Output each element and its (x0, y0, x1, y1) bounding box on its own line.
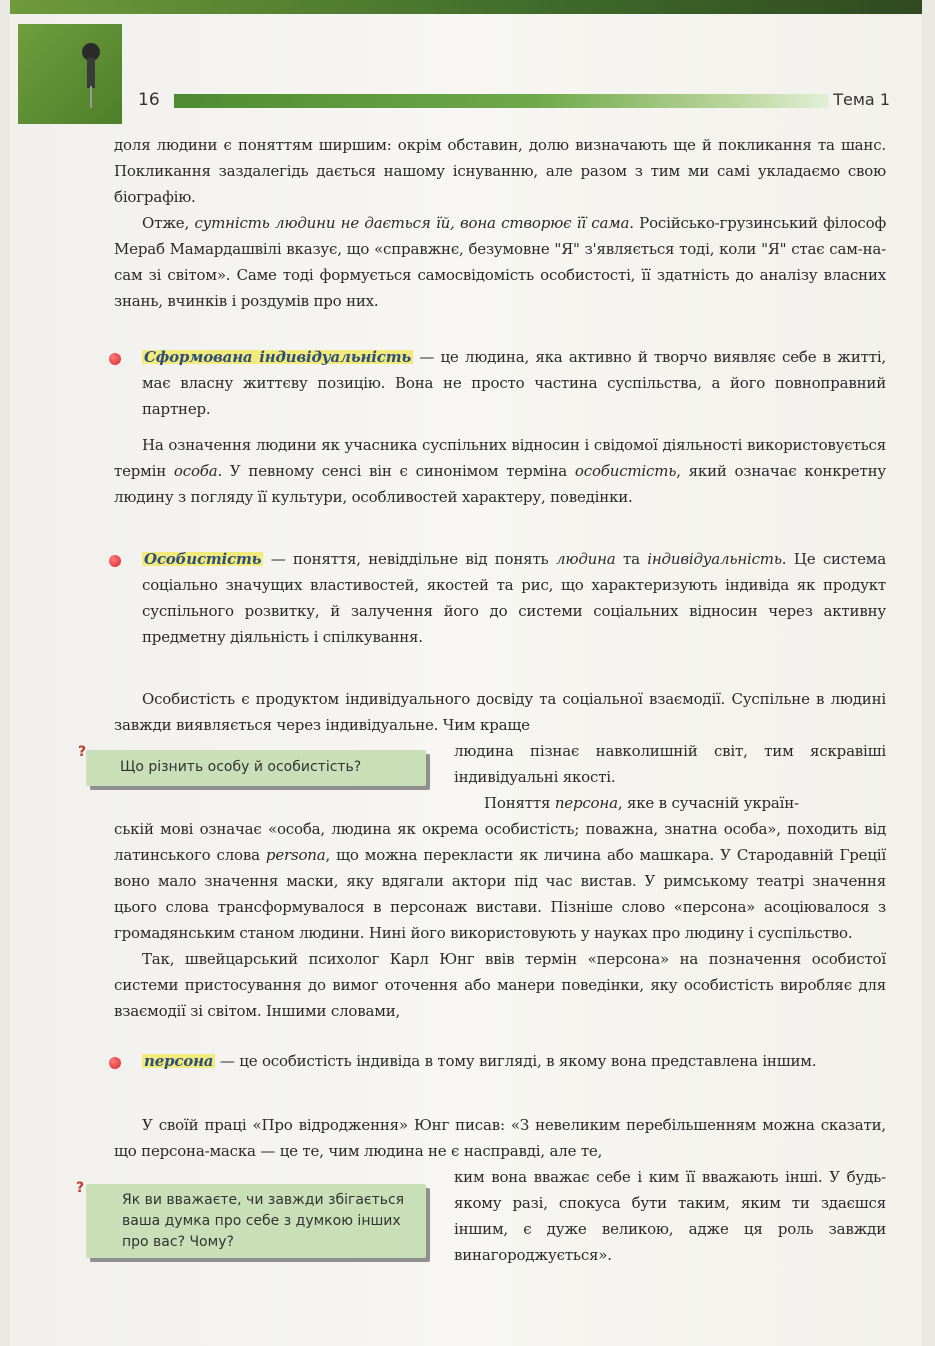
persona-text (114, 816, 886, 1024)
definition-individuality (142, 344, 886, 422)
page-header (130, 88, 900, 114)
italic-word: persona (265, 846, 326, 864)
italic-phrase: сутність людини не дається їй, вона створює її сама (194, 214, 630, 232)
text-run: . У певному сенсі він є синонімом терміна (217, 462, 575, 480)
paragraph (114, 210, 886, 314)
persona-line (454, 790, 886, 816)
jung-quote (114, 1112, 886, 1164)
text-run: . Це система соціально значущих властивостей, якостей та рис, що характеризують індивіда як продукт суспільного розвитку, й залучення його до системи соціальних відносин через активну предметну діяльність і спілкування. (142, 550, 887, 646)
header-bar (174, 94, 829, 108)
persona-intro (114, 686, 886, 738)
bullet-icon (109, 353, 121, 365)
intro-text (114, 132, 886, 314)
paragraph: Так, швейцарський психолог Карл Юнг ввів термін «персона» на позначення особистої системи пристосування до вимог оточення або манери поведінки, яку особистість виробляє для взаємодії зі світом. Іншими словами, (114, 950, 886, 1020)
pushpin-icon (76, 40, 106, 110)
paragraph: людина пізнає навколишній світ, тим яскравіші індивідуальні якості. (454, 742, 886, 786)
text-run: , яке в сучасній україн- (617, 794, 799, 812)
text-run: Поняття (484, 794, 555, 812)
bullet-icon (109, 1057, 121, 1069)
definition-persona (142, 1048, 886, 1074)
textbook-page (10, 0, 922, 1346)
text-run: Отже, (142, 214, 195, 232)
text-run: На означення людини як учасника суспільних відносин і свідомої діяльності використовується термін (114, 436, 886, 480)
term-highlight: Сформована індивідуальність (144, 348, 412, 366)
text-run: — поняття, невіддільне від понять (263, 550, 556, 568)
text-run: — це людина, яка активно й творчо виявляє себе в житті, має власну життєву позицію. Вона не просто частина суспільства, а його повноправний партнер. (142, 348, 886, 418)
question-mark-icon: ? (78, 744, 87, 760)
definition-personality (142, 546, 886, 650)
text-run: ській мові означає «особа, людина як окрема особистість; поважна, знатна особа», походить від латинського слова (114, 820, 886, 864)
question-text: Як ви вважаєте, чи завжди збігається ваша думка про себе з думкою інших про вас? Чому? (122, 1192, 405, 1250)
text-run: та (615, 550, 648, 568)
italic-word: персона (554, 794, 618, 812)
italic-word: людина (555, 550, 616, 568)
question-text: Що різнить особу й особистість? (120, 759, 362, 775)
paragraph: Особистість є продуктом індивідуального досвіду та соціальної взаємодії. Суспільне в людині завжди виявляється через індивідуальне. Чим краще (114, 690, 886, 734)
page-number: 16 (138, 90, 160, 110)
term-highlight: Особистість (144, 550, 262, 568)
paragraph: У своїй праці «Про відродження» Юнг писав: «З невеликим перебільшенням можна сказати, що персона-маска — це те, чим людина не є насправді, але те, (114, 1116, 886, 1160)
paragraph: ким вона вважає себе і ким її вважають інші. У будь-якому разі, спокуса бути таким, яким ти здаєшся іншим, є дуже великою, адже ця роль завжди винагороджується». (454, 1168, 886, 1264)
bullet-icon (109, 555, 121, 567)
text-run: , що можна перекласти як личина або машкара. У Стародавній Греції воно мало значення маски, яку вдягали актори під час вистав. У римському театрі значення цього слова трансформувалося в персонаж вистави. Пізніше слово «персона» асоціювалося з громадянським станом людини. Нині його використовують у науках про людину і суспільство. (114, 846, 886, 942)
question-box-2 (86, 1184, 426, 1258)
text-run: . Російсько-грузинський філософ Мераб Мамардашвілі вказує, що «справжнє, безумовне "Я" з'являється тоді, коли "Я" стає сам-на-сам зі світом». Саме тоді формується самосвідомість особистості, її здатність до аналізу власних знань, вчинків і роздумів про них. (114, 214, 887, 310)
question-mark-icon: ? (76, 1180, 85, 1196)
jung-quote-side (454, 1164, 886, 1268)
text-run: — це особистість індивіда в тому вигляді, в якому вона представлена іншим. (215, 1052, 817, 1070)
corner-decoration (18, 24, 122, 124)
term-highlight: персона (144, 1052, 214, 1070)
page-top-edge (10, 0, 922, 14)
italic-word: особа (173, 462, 218, 480)
topic-label: Тема 1 (833, 90, 890, 109)
side-text (454, 738, 886, 790)
italic-word: індивідуальність (647, 550, 782, 568)
italic-word: особистість (574, 462, 677, 480)
text-run: , який означає конкретну людину з погляду її культури, особливостей характеру, поведінки. (114, 462, 887, 506)
paragraph: доля людини є поняттям ширшим: окрім обставин, долю визначають ще й покликання та шанс. Покликання заздалегідь дається нашому існуванню, але разом з тим ми самі укладаємо свою біографію. (114, 136, 886, 206)
person-text (114, 432, 886, 510)
question-box-1 (86, 750, 426, 786)
